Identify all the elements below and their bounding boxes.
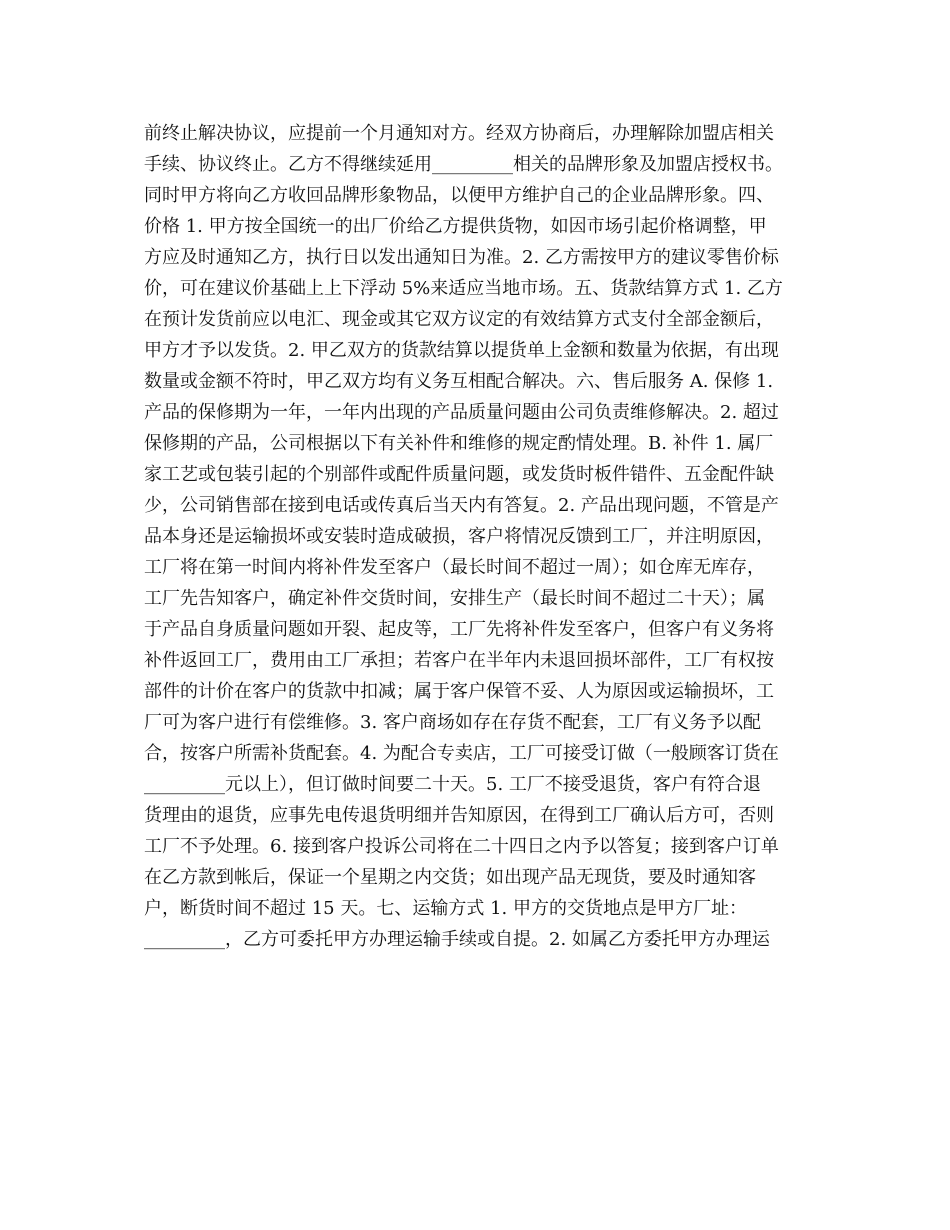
text-line: 工厂将在第一时间内将补件发至客户（最长时间不超过一周）；如仓库无库存， [144,557,765,578]
text-line: 产品的保修期为一年，一年内出现的产品质量问题由公司负责维修解决。2. 超过 [144,402,779,423]
text-line: 前终止解决协议，应提前一个月通知对方。经双方协商后，办理解除加盟店相关 [144,123,774,144]
text-line: 厂可为客户进行有偿维修。3. 客户商场如存在存货不配套，工厂有义务予以配 [144,712,761,733]
text-line: 方应及时通知乙方，执行日以发出通知日为准。2. 乙方需按甲方的建议零售价标 [144,247,779,268]
text-line: 于产品自身质量问题如开裂、起皮等，工厂先将补件发至客户，但客户有义务将 [144,619,774,640]
text-line: 价格 1. 甲方按全国统一的出厂价给乙方提供货物，如因市场引起价格调整，甲 [144,216,767,237]
text-line: 同时甲方将向乙方收回品牌形象物品，以便甲方维护自己的企业品牌形象。四、 [144,185,774,206]
text-line: 少，公司销售部在接到电话或传真后当天内有答复。2. 产品出现问题，不管是产 [144,495,779,516]
text-line: 工厂不予处理。6. 接到客户投诉公司将在二十四日之内予以答复；接到客户订单 [144,836,779,857]
text-line: 工厂先告知客户，确定补件交货时间，安排生产（最长时间不超过二十天）；属 [144,588,765,609]
text-line: 数量或金额不符时，甲乙双方均有义务互相配合解决。六、售后服务 A. 保修 1. [144,371,774,392]
text-line: 部件的计价在客户的货款中扣减；属于客户保管不妥、人为原因或运输损坏，工 [144,681,774,702]
text-line: _________，乙方可委托甲方办理运输手续或自提。2. 如属乙方委托甲方办理运 [144,929,770,950]
contract-body-text [144,118,804,955]
text-line: 户，断货时间不超过 15 天。七、运输方式 1. 甲方的交货地点是甲方厂址： [144,898,747,919]
text-line: 价，可在建议价基础上上下浮动 5%来适应当地市场。五、货款结算方式 1. 乙方 [144,278,783,299]
text-line: _________元以上），但订做时间要二十天。5. 工厂不接受退货，客户有符合退 [144,774,761,795]
text-line: 在乙方款到帐后，保证一个星期之内交货；如出现产品无现货，要及时通知客 [144,867,756,888]
text-line: 手续、协议终止。乙方不得继续延用_________相关的品牌形象及加盟店授权书。 [144,154,783,175]
text-line: 保修期的产品，公司根据以下有关补件和维修的规定酌情处理。B. 补件 1. 属厂 [144,433,774,454]
text-line: 甲方才予以发货。2. 甲乙双方的货款结算以提货单上金额和数量为依据，有出现 [144,340,779,361]
text-line: 货理由的退货，应事先电传退货明细并告知原因，在得到工厂确认后方可，否则 [144,805,774,826]
text-line: 合，按客户所需补货配套。4. 为配合专卖店，工厂可接受订做（一般顾客订货在 [144,743,779,764]
text-line: 品本身还是运输损坏或安装时造成破损，客户将情况反馈到工厂，并注明原因， [144,526,774,547]
text-line: 家工艺或包装引起的个别部件或配件质量问题，或发货时板件错件、五金配件缺 [144,464,774,485]
text-line: 补件返回工厂，费用由工厂承担；若客户在半年内未退回损坏部件，工厂有权按 [144,650,774,671]
text-line: 在预计发货前应以电汇、现金或其它双方议定的有效结算方式支付全部金额后， [144,309,774,330]
